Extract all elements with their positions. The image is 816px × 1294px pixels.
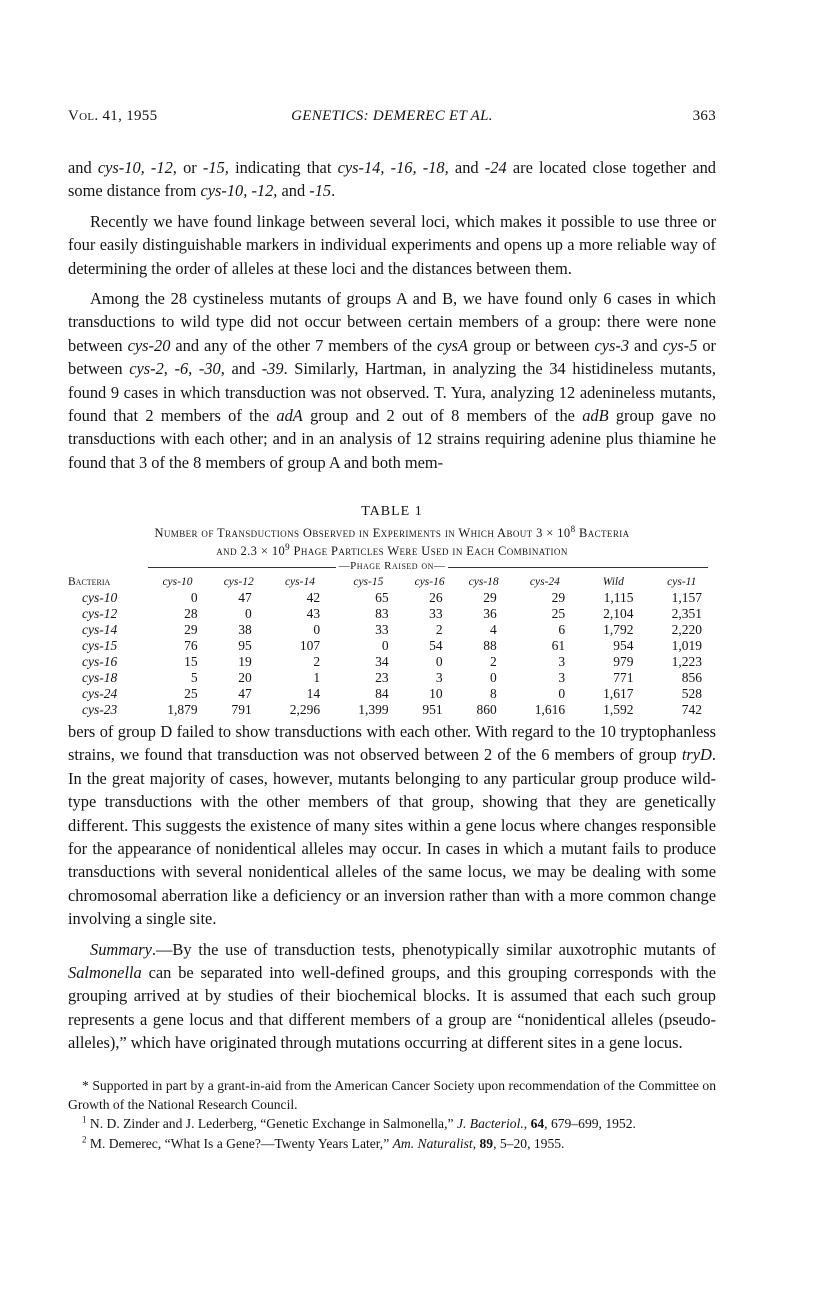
table-cell: 856 <box>681 670 702 685</box>
table-cell: 61 <box>551 638 566 653</box>
column-header: cys-15 <box>353 576 384 588</box>
table-cell: 29 <box>184 622 198 637</box>
table-cell: 10 <box>429 686 443 701</box>
table-cell: 65 <box>375 590 389 605</box>
table-cell: 29 <box>483 590 497 605</box>
table-cell: 2,351 <box>671 606 702 621</box>
table-cell: 88 <box>483 638 497 653</box>
table-cell: 2 <box>435 622 443 637</box>
table-cell: 3 <box>558 670 566 685</box>
table-row <box>68 622 716 638</box>
table-row <box>68 590 716 606</box>
table-cell: 5 <box>190 670 198 685</box>
table-cell: 28 <box>184 606 198 621</box>
paragraph-3: Among the 28 cystineless mutants of groups A and B, we have found only 6 cases in which transductions to wild type did not occur between certain members of a group: there were none between cys-20 and any of the other 7 members of the cysA group or between cys-3 and cys-5 or between cys-2, -6, -30, and -39. Similarly, Hartman, in analyzing the 34 histidineless mutants, found 9 cases in which transduction was not observed. T. Yura, analyzing 12 adenineless mutants, found that 2 members of the adA group and 2 out of 8 members of the adB group gave no transductions with each other; and in an analysis of 12 strains requiring adenine plus thiamine he found that 3 of the 8 members of group A and both mem- <box>68 289 716 472</box>
table-cell: 34 <box>375 654 389 669</box>
table-cell: 1,616 <box>534 702 566 717</box>
table-cell: 528 <box>681 686 702 701</box>
table-cell: 1,399 <box>358 702 389 717</box>
data-table <box>68 574 716 718</box>
column-header: cys-10 <box>162 576 193 588</box>
summary-paragraph: Summary.—By the use of transduction tests, phenotypically similar auxotrophic mutants of Salmonella can be separated into well-defined groups, and this grouping corresponds with the grouping arrived at by studies of their biochemical blocks. It is assumed that each such group represents a gene locus and that different members of a group are “nonidentical alleles (pseudo-alleles),” which have originated through mutations occurring at different sites in a gene locus. <box>68 939 716 1053</box>
table-cell: 0 <box>313 622 321 637</box>
table-cell: 4 <box>489 622 497 637</box>
table-cell: 38 <box>238 622 252 637</box>
table-row <box>68 686 716 702</box>
table-cell: 1,223 <box>671 654 702 669</box>
column-header: cys-11 <box>667 576 697 588</box>
table-row <box>68 670 716 686</box>
table-cell: 0 <box>190 590 198 605</box>
table-cell: 29 <box>551 590 566 605</box>
table-caption: Number of Transductions Observed in Experiments in Which About $3 \times 10^8$ Bacteria and $2.3 \times 10^9$ Phage Particles Were Used in Each Combination <box>154 523 630 558</box>
table-row <box>68 606 716 622</box>
footnotes <box>68 1077 716 1154</box>
paragraph-2: Recently we have found linkage between several loci, which makes it possible to use three or four easily distinguishable markers in individual experiments and opens up a more reliable way of determining the order of alleles at these loci and the distances between them. <box>68 211 716 278</box>
table-cell: 6 <box>558 622 566 637</box>
table-cell: 3 <box>435 670 443 685</box>
column-header: cys-24 <box>529 576 560 588</box>
column-header: cys-12 <box>223 576 254 588</box>
table-cell: 1,019 <box>671 638 702 653</box>
volume-label: Vol. 41, 1955 <box>68 108 158 124</box>
footnote-2: $^2$ M. Demerec, “What Is a Gene?—Twenty Years Later,” Am. Naturalist, 89, 5–20, 1955. <box>82 1133 565 1151</box>
table-cell: 2,104 <box>603 606 634 621</box>
footnote-1: $^1$ N. D. Zinder and J. Lederberg, “Genetic Exchange in Salmonella,” J. Bacteriol., 64, 679–699, 1952. <box>82 1114 636 1131</box>
table-cell: 36 <box>483 606 497 621</box>
table-body <box>68 590 716 718</box>
running-head <box>68 108 716 132</box>
table-cell: 1 <box>313 670 321 685</box>
table-cell: 791 <box>231 702 252 717</box>
table-header-row <box>68 574 716 590</box>
table-cell: 3 <box>558 654 566 669</box>
table-cell: 0 <box>558 686 566 701</box>
table-cell: 0 <box>435 654 443 669</box>
paragraph-1: and cys-10, -12, or -15, indicating that cys-14, -16, -18, and -24 are located close together and some distance from cys-10, -12, and -15. <box>68 158 716 201</box>
row-label: cys-24 <box>82 686 118 701</box>
column-header: cys-14 <box>284 576 315 588</box>
table-cell: 84 <box>375 686 389 701</box>
table-cell: 95 <box>238 638 252 653</box>
row-label: cys-12 <box>82 606 118 621</box>
table-cell: 979 <box>613 654 634 669</box>
table-cell: 0 <box>489 670 497 685</box>
footnote-star: * Supported in part by a grant-in-aid from the American Cancer Society upon recommendation of the Committee on Growth of the National Research Council. <box>68 1078 716 1112</box>
table-cell: 83 <box>375 606 389 621</box>
table-cell: 19 <box>238 654 252 669</box>
row-label: cys-14 <box>82 622 118 637</box>
table-cell: 33 <box>375 622 389 637</box>
table-cell: 107 <box>299 638 321 653</box>
table-cell: 2,296 <box>289 702 321 717</box>
table-cell: 42 <box>306 590 321 605</box>
table-title: TABLE 1 <box>361 504 423 519</box>
row-label: cys-23 <box>82 702 118 717</box>
table-cell: 951 <box>422 702 443 717</box>
column-header: Wild <box>602 576 624 588</box>
table-cell: 1,115 <box>603 590 634 605</box>
table-row <box>68 654 716 670</box>
row-label: cys-18 <box>82 670 118 685</box>
table-cell: 1,157 <box>671 590 702 605</box>
table-cell: 20 <box>238 670 252 685</box>
table-cell: 26 <box>429 590 443 605</box>
table-cell: 1,617 <box>603 686 634 701</box>
table-cell: 1,592 <box>603 702 634 717</box>
column-header: cys-16 <box>414 576 445 588</box>
table-cell: 742 <box>681 702 702 717</box>
column-header: cys-18 <box>468 576 499 588</box>
table-row <box>68 702 716 718</box>
table-cell: 860 <box>476 702 497 717</box>
table-cell: 1,792 <box>603 622 634 637</box>
table-cell: 25 <box>551 606 566 621</box>
table-row <box>68 638 716 654</box>
table-cell: 954 <box>613 638 634 653</box>
transduction-table <box>68 560 716 718</box>
paragraph-4: bers of group D failed to show transductions with each other. With regard to the 10 tryptophanless strains, we found that transduction was not observed between 2 of the 6 members of group tryD. In the great majority of cases, however, mutants belonging to any particular group produce wild-type transductions with the other members of that group, showing that they are genetically different. This suggests the existence of many sites within a gene locus where changes responsible for the appearance of nonidentical alleles may occur. In cases in which a mutant fails to produce transductions with several nonidentical alleles of the same locus, we may be dealing with some chromosomal aberration like a deficiency or an inversion rather than with a more common change involving a single site. <box>68 722 716 929</box>
row-label: cys-16 <box>82 654 118 669</box>
table-cell: 2,220 <box>671 622 702 637</box>
table-cell: 33 <box>429 606 443 621</box>
table-cell: 14 <box>306 686 321 701</box>
table-cell: 8 <box>489 686 497 701</box>
table-spanner <box>68 560 716 574</box>
body-text-lower <box>68 720 716 1062</box>
table-cell: 15 <box>184 654 198 669</box>
table-cell: 23 <box>375 670 389 685</box>
table-cell: 0 <box>245 606 252 621</box>
journal-running-title: GENETICS: DEMEREC ET AL. <box>291 108 493 124</box>
table-cell: 25 <box>184 686 198 701</box>
table-cell: 771 <box>613 670 634 685</box>
row-label: cys-10 <box>82 590 118 605</box>
table-cell: 43 <box>306 606 321 621</box>
table-cell: 2 <box>313 654 321 669</box>
stub-header: Bacteria <box>68 576 111 588</box>
page-number: 363 <box>692 108 716 124</box>
row-label: cys-15 <box>82 638 118 653</box>
table-cell: 54 <box>429 638 443 653</box>
body-text-upper <box>68 156 716 481</box>
table-cell: 76 <box>184 638 198 653</box>
table-cell: 1,879 <box>167 702 198 717</box>
table-cell: 2 <box>489 654 497 669</box>
table-cell: 47 <box>238 686 252 701</box>
table-cell: 47 <box>238 590 252 605</box>
table-cell: 0 <box>381 638 389 653</box>
spanner-label: —Phage Raised on— <box>336 560 449 572</box>
